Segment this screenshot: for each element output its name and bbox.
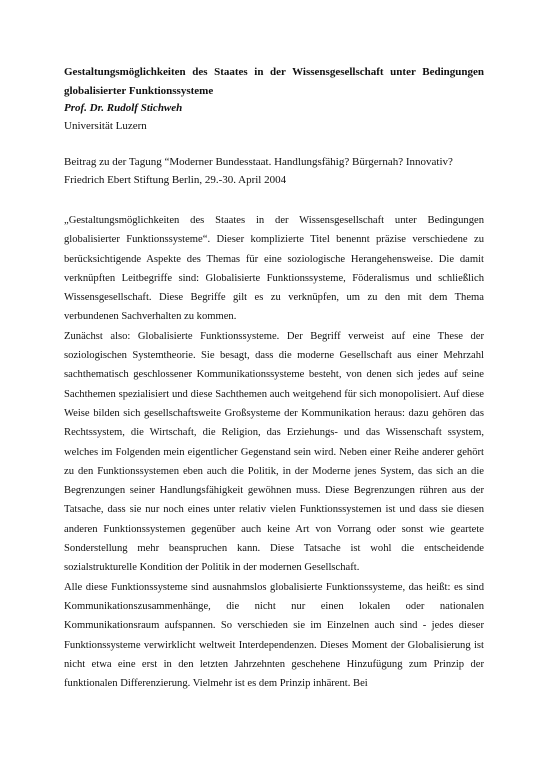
title-line-2: globalisierter Funktionssysteme xyxy=(64,85,214,97)
affiliation: Universität Luzern xyxy=(64,120,147,132)
body-text xyxy=(64,211,484,693)
paragraph-2: Zunächst also: Globalisierte Funktionssysteme. Der Begriff verweist auf eine These der soziologischen Systemtheorie. Sie besagt, dass die moderne Gesellschaft aus einer Mehrzahl sachthematisch geschlossener Kommunikationssysteme besteht, von denen sich jedes auf seine Sachthemen spezialisiert und diese Sachthemen auch weitgehend für sich monopolisiert. Auf diese Weise bilden sich gesellschaftsweite Großsysteme der Kommunikation heraus: dazu gehören das Rechtssystem, die Wirtschaft, die Religion, das Erziehungs- und das Wissenschaft ssystem, welches im Folgenden mein eigentlicher Gegenstand sein wird. Neben einer Reihe anderer gehört zu den Funktionssystemen eben auch die Politik, in der Moderne jenes System, das sich an die Begrenzungen seiner Handlungsfähigkeit gewöhnen muss. Diese Begrenzungen rühren aus der Tatsache, dass sie nur noch eines unter relativ vielen Funktionssystemen ist und dass sie diesen anderen Funktionssystemen gegenüber auch keine Art von Vorrang oder sonst wie geartete Sonderstellung mehr beanspruchen kann. Diese Tatsache ist wohl die entscheidende sozialstrukturelle Kondition der Politik in der modernen Gesellschaft. xyxy=(64,330,484,574)
author-name: Prof. Dr. Rudolf Stichweh xyxy=(64,102,183,114)
conference-line-2: Friedrich Ebert Stiftung Berlin, 29.-30. April 2004 xyxy=(64,174,287,186)
conference-line-1: Beitrag zu der Tagung “Moderner Bundesstaat. Handlungsfähig? Bürgernah? Innovativ? xyxy=(64,156,453,168)
paragraph-3: Alle diese Funktionssysteme sind ausnahmslos globalisierte Funktionssysteme, das heißt: es sind Kommunikationszusammenhänge, die nicht nur einen lokalen oder nationalen Kommunikationsraum aufspannen. So verschieden sie im Einzelnen auch sind - jedes dieser Funktionssysteme verwirklicht weltweit Interdependenzen. Dieses Moment der Globalisierung ist nicht etwa eine erst in den letzten Jahrzehnten geschehene Hinzufügung zum Prinzip der funktionalen Differenzierung. Vielmehr ist es dem Prinzip inhärent. Bei xyxy=(64,581,484,690)
document-title xyxy=(64,63,484,101)
paragraph-1: „Gestaltungsmöglichkeiten des Staates in der Wissensgesellschaft unter Bedingungen globalisierter Funktionssysteme“. Dieser komplizierte Titel benennt präzise verschiedene zu berücksichtigende Aspekte des Themas für eine soziologische Herangehensweise. Die damit verknüpften Leitbegriffe sind: Globalisierte Funktionssysteme, Föderalismus und schließlich Wissensgesellschaft. Diese Begriffe gilt es zu verknüpfen, um zu den mit dem Thema verbundenen Sachverhalten zu kommen. xyxy=(64,215,484,323)
title-line-1: Gestaltungsmöglichkeiten des Staates in der Wissensgesellschaft unter Bedingungen xyxy=(64,66,484,78)
conference-note xyxy=(64,153,484,189)
